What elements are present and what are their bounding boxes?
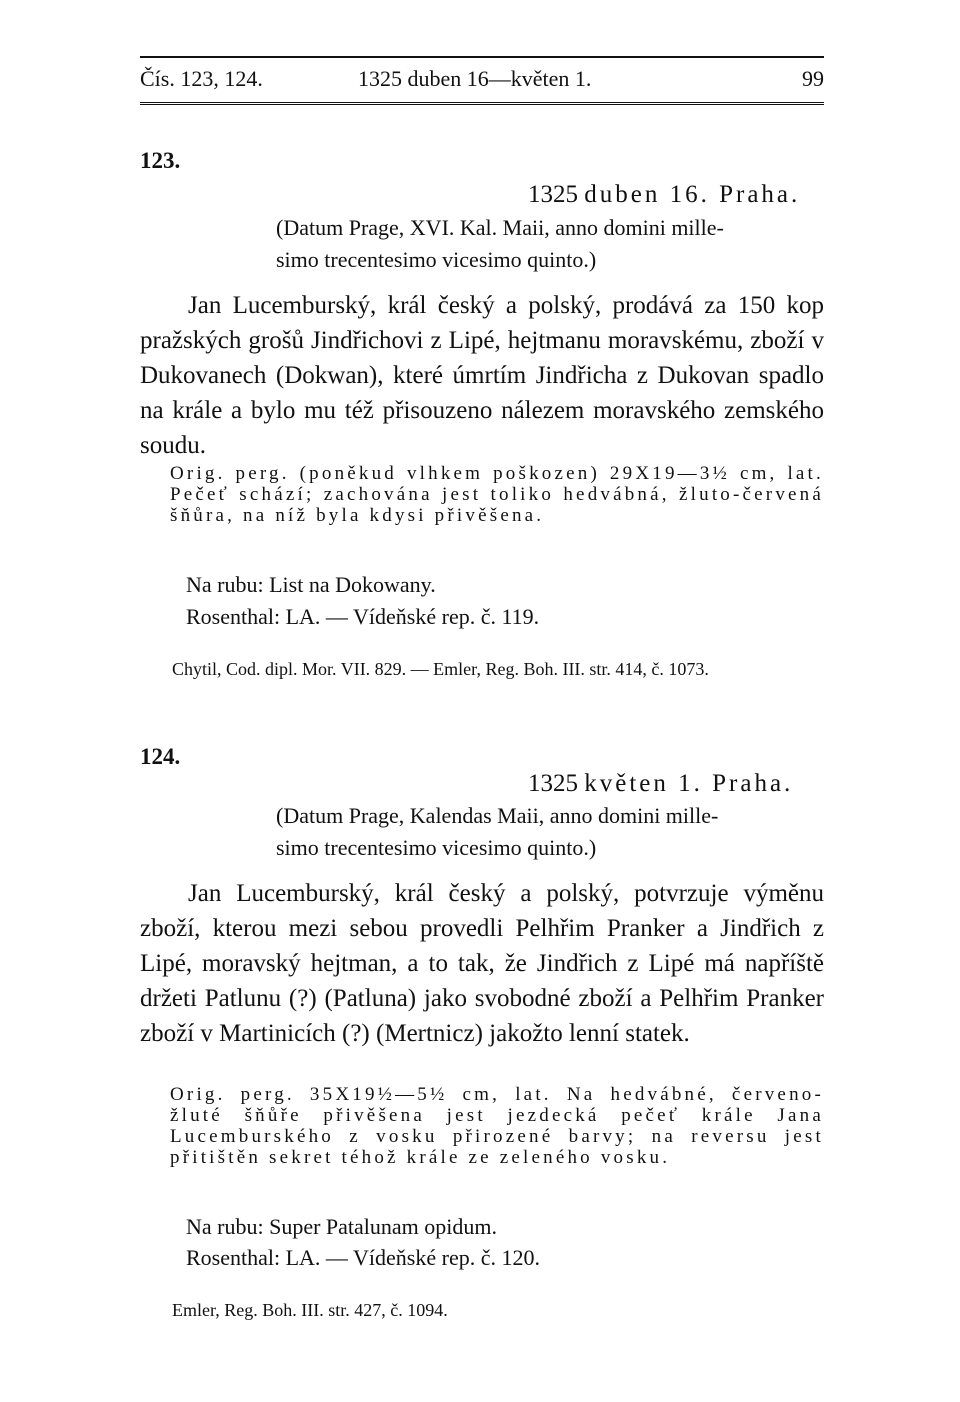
- latin-datum: [276, 212, 824, 276]
- header-date-range: 1325 duben 16—květen 1.: [358, 66, 592, 91]
- archive-reference: Rosenthal: LA. — Vídeňské rep. č. 120.: [186, 1245, 540, 1270]
- header-document-numbers: Čís. 123, 124.: [140, 66, 263, 91]
- archive-reference: Rosenthal: LA. — Vídeňské rep. č. 119.: [186, 604, 540, 629]
- dorsal-note: Na rubu: List na Dokowany.: [186, 572, 436, 597]
- date-place: duben 16. Praha.: [584, 181, 801, 208]
- latin-datum: [276, 800, 824, 864]
- running-header: [140, 56, 824, 105]
- regest-text: Jan Lucemburský, král český a polský, prodává za 150 kop pražských grošů Jindřichovi z Lipé, hejtmanu moravskému, zboží v Dukovanech (Dokwan), které úmrtím Jindřicha z Dukovan spadlo na krále a bylo mu též přisouzeno nálezem moravského zemského soudu.: [140, 292, 824, 459]
- literature-reference: Chytil, Cod. dipl. Mor. VII. 829. — Emler, Reg. Boh. III. str. 414, č. 1073.: [172, 659, 709, 679]
- latin-datum-line: simo trecentesimo vicesimo quinto.): [276, 835, 597, 860]
- original-description: [170, 463, 824, 526]
- dorsal-note: Na rubu: Super Patalunam opidum.: [186, 1214, 498, 1239]
- document-date: [528, 770, 793, 798]
- date-year: 1325: [528, 770, 578, 797]
- regest-text: Jan Lucemburský, král český a polský, potvrzuje výměnu zboží, kterou mezi sebou provedli Pelhřim Pranker a Jindřich z Lipé, moravský hejtman, a to tak, že Jindřich z Lipé má napříště držeti Patlunu (?) (Patluna) jako svobodné zboží a Pelhřim Pranker zboží v Martinicích (?) (Mertnicz) jakožto lenní statek.: [140, 880, 824, 1047]
- page-number: 99: [802, 66, 824, 91]
- original-description-text: Orig. perg. 35X19½—5½ cm, lat. Na hedvábné, červeno-žluté šňůře přivěšena jest jezdecká pečeť krále Jana Lucemburského z vosku přirozené barvy; na reversu jest přitištěn sekret téhož krále ze zeleného vosku.: [170, 1084, 824, 1168]
- latin-datum-line: (Datum Prage, Kalendas Maii, anno domini mille-: [276, 803, 719, 828]
- date-place: květen 1. Praha.: [584, 770, 794, 797]
- document-number: 123.: [140, 148, 181, 173]
- original-description: [170, 1084, 824, 1168]
- document-date: [528, 181, 800, 209]
- literature-reference: Emler, Reg. Boh. III. str. 427, č. 1094.: [172, 1300, 448, 1320]
- latin-datum-line: (Datum Prage, XVI. Kal. Maii, anno domini mille-: [276, 215, 724, 240]
- date-year: 1325: [528, 181, 578, 208]
- document-number: 124.: [140, 744, 181, 769]
- original-description-text: Orig. perg. (poněkud vlhkem poškozen) 29X19—3½ cm, lat. Pečeť schází; zachována jest toliko hedvábná, žluto-červená šňůra, na níž byla kdysi přivěšena.: [170, 463, 824, 526]
- latin-datum-line: simo trecentesimo vicesimo quinto.): [276, 247, 597, 272]
